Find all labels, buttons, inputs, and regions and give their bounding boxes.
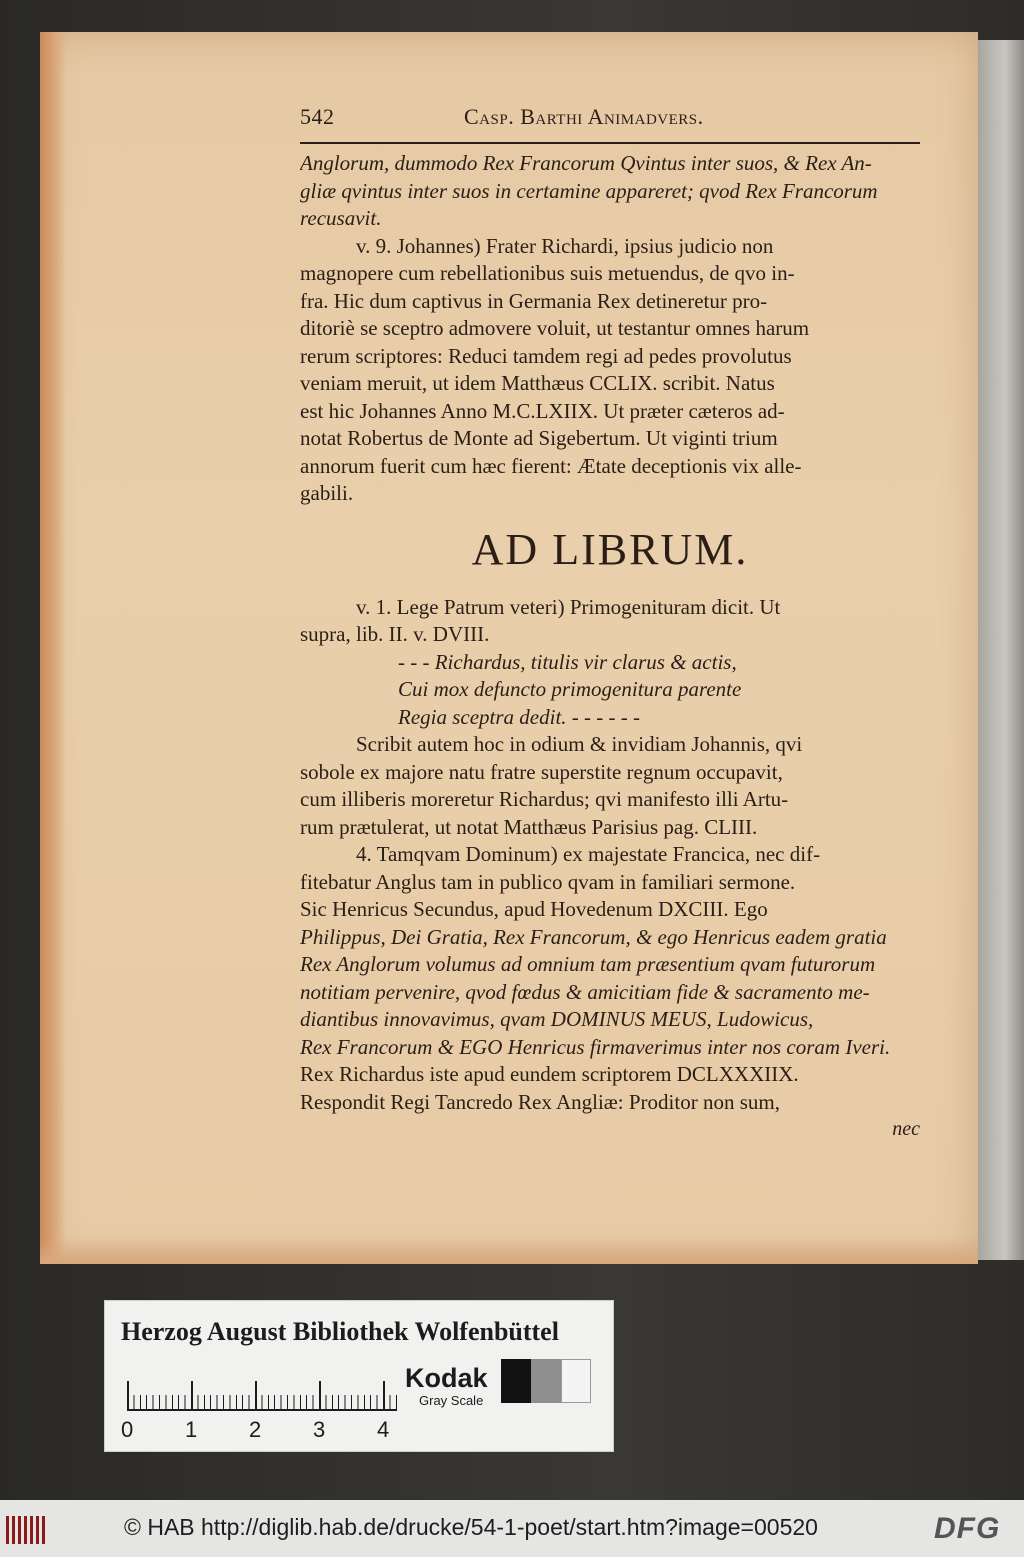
text-line: est hic Johannes Anno M.C.LXIIX. Ut præter cæteros ad- xyxy=(300,398,785,423)
page-fore-edge xyxy=(40,32,66,1264)
text-line: magnopere cum rebellationibus suis metuendus, de qvo in- xyxy=(300,261,795,285)
text-line: rerum scriptores: Reduci tamdem regi ad pedes provolutus xyxy=(300,343,792,368)
white-swatch xyxy=(561,1359,591,1403)
text-line: 4. Tamqvam Dominum) ex majestate Francica, nec dif- xyxy=(356,842,821,866)
text-line: v. 9. Johannes) Frater Richardi, ipsius judicio non xyxy=(356,233,774,258)
text-line: rum prætulerat, ut notat Matthæus Parisius pag. CLIII. xyxy=(300,814,758,839)
page-number: 542 xyxy=(300,104,335,129)
text-line: gliæ qvintus inter suos in certamine appareret; qvod Rex Francorum xyxy=(300,178,878,203)
text-line: annorum fuerit cum hæc fierent: Ætate deceptionis vix alle- xyxy=(300,453,802,478)
text-line: veniam meruit, ut idem Matthæus CCLIX. scribit. Natus xyxy=(300,371,775,395)
ruler-label: 0 xyxy=(121,1417,134,1442)
library-name: Herzog August Bibliothek Wolfenbüttel xyxy=(121,1317,559,1346)
ruler-major-tick xyxy=(191,1381,193,1409)
running-title: Casp. Barthi Animadvers. xyxy=(464,104,704,129)
page-header xyxy=(300,104,940,138)
text-line: gabili. xyxy=(300,481,354,505)
text-line: notitiam pervenire, qvod fœdus & amicitiam fide & sacramento me- xyxy=(300,979,870,1004)
ruler-major-tick xyxy=(383,1381,385,1409)
text-line: sobole ex majore natu fratre superstite regnum occupavit, xyxy=(300,759,783,784)
verse-quotation xyxy=(300,649,940,732)
ruler-major-tick xyxy=(127,1381,129,1409)
hab-logo-icon xyxy=(6,1516,46,1544)
text-line: Rex Anglorum volumus ad omnium tam præsentium qvam futurorum xyxy=(300,952,876,976)
text-line: diantibus innovavimus, qvam DOMINUS MEUS, Ludowicus, xyxy=(300,1007,814,1031)
dfg-logo: DFG xyxy=(934,1512,1001,1545)
text-line: Respondit Regi Tancredo Rex Angliæ: Proditor non sum, xyxy=(300,1089,780,1114)
kodak-brand: Kodak xyxy=(405,1363,488,1393)
text-line: Anglorum, dummodo Rex Francorum Qvintus inter suos, & Rex An- xyxy=(300,151,872,175)
top-paragraph xyxy=(300,150,940,233)
catchword: nec xyxy=(892,1118,920,1140)
paragraph-v9 xyxy=(300,233,940,508)
text-line: fra. Hic dum captivus in Germania Rex detineretur pro- xyxy=(300,288,768,313)
verse-line: Cui mox defuncto primogenitura parente xyxy=(398,677,742,701)
ruler-label: 3 xyxy=(313,1417,326,1442)
text-line: ditoriè se sceptro admovere voluit, ut testantur omnes harum xyxy=(300,316,810,340)
verse-line: Regia sceptra dedit. - - - - - - xyxy=(398,704,641,729)
ruler-major-tick xyxy=(319,1381,321,1409)
black-swatch xyxy=(501,1359,531,1403)
ruler-label: 4 xyxy=(377,1417,390,1442)
paragraph-v1 xyxy=(300,594,940,649)
printed-text xyxy=(300,104,940,1142)
paragraph-scribit xyxy=(300,731,940,841)
text-line: Philippus, Dei Gratia, Rex Francorum, & ego Henricus eadem gratia xyxy=(300,924,887,949)
text-line: supra, lib. II. v. DVIII. xyxy=(300,622,490,646)
page-bottom-edge xyxy=(40,1238,978,1264)
verse-line: - - - Richardus, titulis vir clarus & actis, xyxy=(398,649,737,674)
text-line: Sic Henricus Secundus, apud Hovedenum DXCIII. Ego xyxy=(300,897,768,921)
ruler-label: 1 xyxy=(185,1417,198,1442)
viewer-footer xyxy=(0,1500,1024,1557)
section-heading: AD LIBRUM. xyxy=(471,524,749,574)
paragraph-v4 xyxy=(300,841,940,1116)
text-line: cum illiberis moreretur Richardus; qvi manifesto illi Artu- xyxy=(300,787,789,811)
color-target-card xyxy=(104,1300,614,1452)
header-rule xyxy=(300,142,920,144)
gray-scale-label: Gray Scale xyxy=(419,1393,484,1408)
text-line: v. 1. Lege Patrum veteri) Primogenituram dicit. Ut xyxy=(356,594,781,619)
text-line: notat Robertus de Monte ad Sigebertum. Ut viginti trium xyxy=(300,426,778,450)
ruler-label: 2 xyxy=(249,1417,262,1442)
text-line: Rex Richardus iste apud eundem scriptorem DCLXXXIIX. xyxy=(300,1062,799,1086)
gray-swatch xyxy=(531,1359,561,1403)
copyright-url[interactable]: © HAB http://diglib.hab.de/drucke/54-1-poet/start.htm?image=00520 xyxy=(124,1514,818,1540)
text-line: fitebatur Anglus tam in publico qvam in familiari sermone. xyxy=(300,869,796,894)
text-line: recusavit. xyxy=(300,206,382,230)
text-line: Scribit autem hoc in odium & invidiam Johannis, qvi xyxy=(356,732,803,756)
ruler-major-tick xyxy=(255,1381,257,1409)
text-line: Rex Francorum & EGO Henricus firmaverimus inter nos coram Iveri. xyxy=(300,1034,891,1059)
measurement-ruler xyxy=(127,1379,397,1411)
